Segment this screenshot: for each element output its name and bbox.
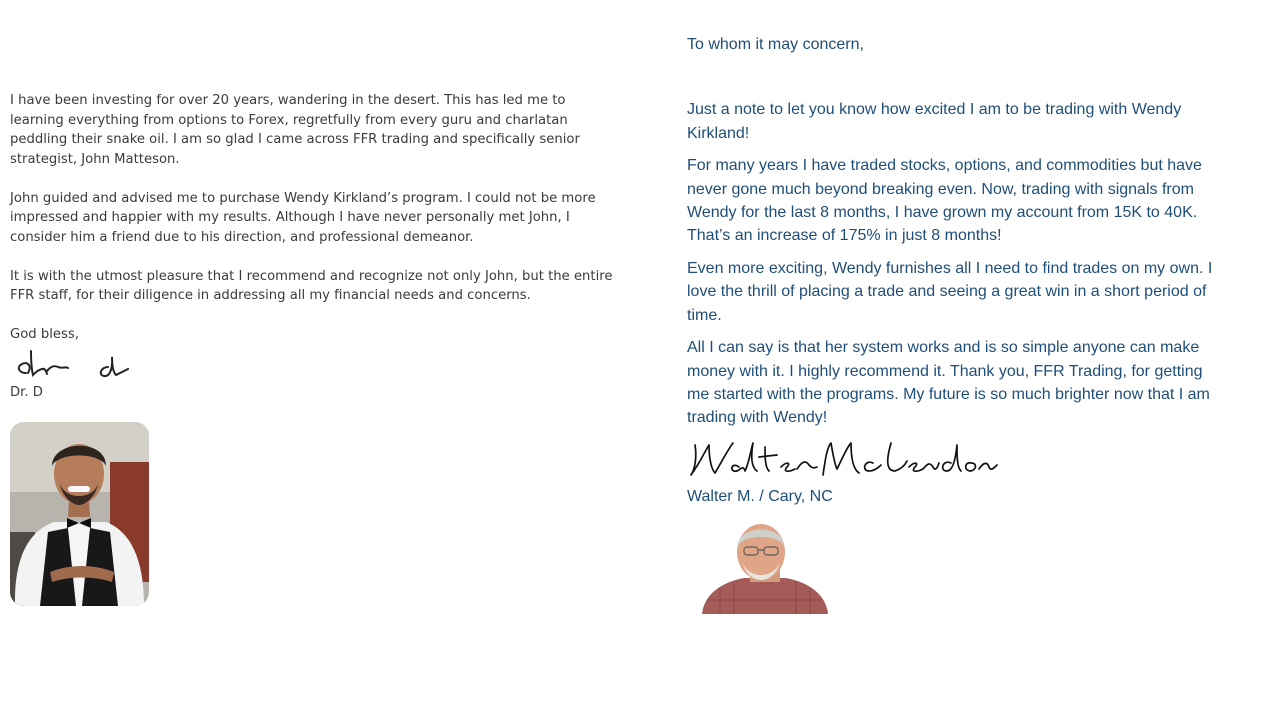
signer-name: Walter M. / Cary, NC <box>687 488 833 506</box>
handwritten-signature-right <box>687 439 999 483</box>
letter-paragraph: It is with the utmost pleasure that I recommend and recognize not only John, but the entire FFR staff, for their diligence in addressing all my financial needs and concerns. <box>10 268 613 303</box>
portrait-image <box>700 522 830 614</box>
testimonial-photo-left <box>10 422 149 606</box>
testimonial-photo-right <box>700 522 830 614</box>
signer-name: Dr. D <box>10 384 43 400</box>
testimonial-letter-right <box>687 33 1227 508</box>
letter-greeting: To whom it may concern, <box>687 36 864 53</box>
letter-closing: God bless, <box>10 327 79 342</box>
letter-paragraph: I have been investing for over 20 years, wandering in the desert. This has led me to learning everything from options to Forex, regretfully from every guru and charlatan peddling their snake oil. I am so glad I came across FFR trading and specifically senior strategist, John Matteson. <box>10 93 580 167</box>
testimonial-letter-left <box>10 91 620 402</box>
handwritten-signature-left <box>10 345 130 385</box>
portrait-image <box>10 422 149 606</box>
letter-paragraph: All I can say is that her system works and is so simple anyone can make money with it. I highly recommend it. Thank you, FFR Trading, for getting me started with the programs. My future is so much brighter now that I am trading with Wendy! <box>687 339 1210 427</box>
letter-paragraph: John guided and advised me to purchase Wendy Kirkland’s program. I could not be more impressed and happier with my results. Although I have never personally met John, I consider him a friend due to his direction, and professional demeanor. <box>10 190 596 245</box>
letter-paragraph: Just a note to let you know how excited I am to be trading with Wendy Kirkland! <box>687 101 1182 142</box>
letter-paragraph: For many years I have traded stocks, options, and commodities but have never gone much beyond breaking even. Now, trading with signals from Wendy for the last 8 months, I have grown my account from 15K to 40K. That’s an increase of 175% in just 8 months! <box>687 157 1202 245</box>
letter-paragraph: Even more exciting, Wendy furnishes all I need to find trades on my own. I love the thrill of placing a trade and seeing a great win in a short period of time. <box>687 260 1213 324</box>
